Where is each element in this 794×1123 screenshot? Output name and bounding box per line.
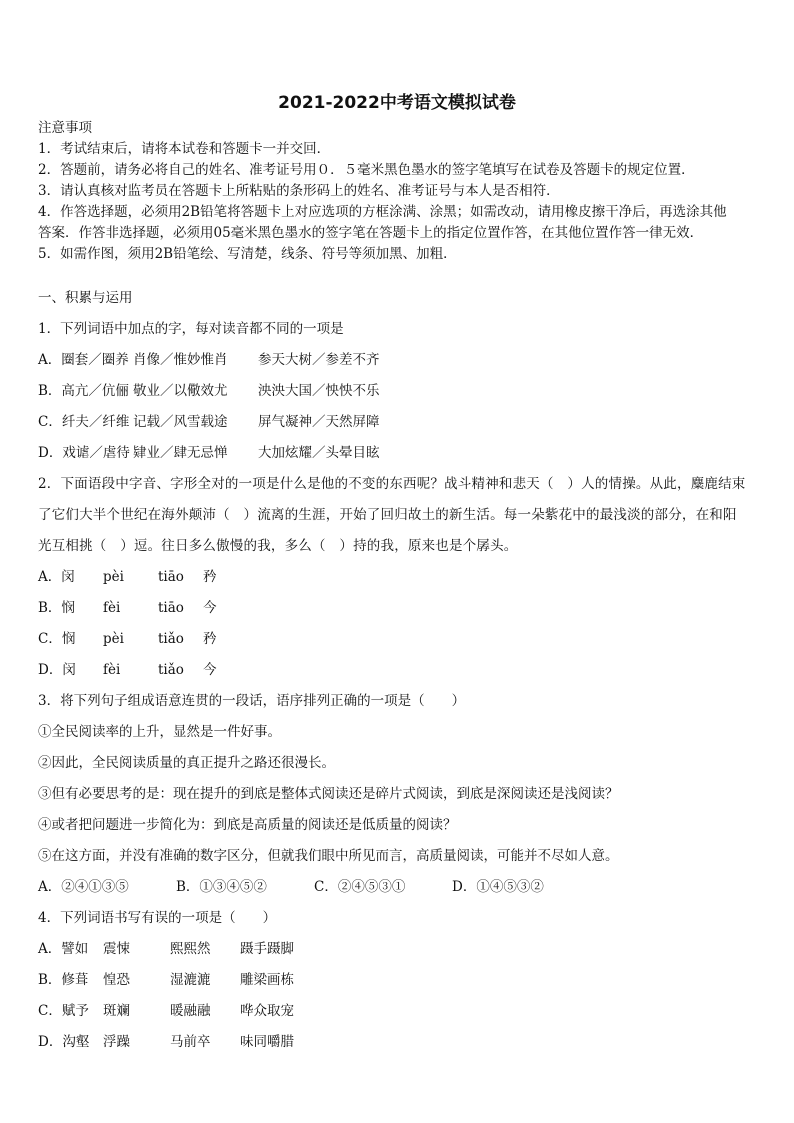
option-part: D．戏谑／虐待 — [38, 445, 130, 461]
option-part: 蹑手蹑脚 — [240, 941, 294, 957]
notice-heading: 注意事项 — [38, 120, 92, 136]
question-4-option-b[interactable] — [38, 965, 758, 996]
question-2-option-d[interactable] — [38, 655, 758, 686]
option-part: 雕梁画栋 — [240, 972, 294, 988]
question-1-option-d[interactable] — [38, 438, 758, 469]
question-3-option-a[interactable]: A．②④①③⑤ — [38, 879, 129, 895]
option-part: tiāo — [158, 600, 184, 616]
option-part: B．悯 — [38, 600, 75, 616]
option-part: 肄业／肆无忌惮 — [133, 445, 228, 461]
option-part: C．赋予 — [38, 1003, 89, 1019]
option-part: 今 — [203, 662, 217, 678]
question-4-option-c[interactable] — [38, 996, 758, 1027]
question-2-option-b[interactable] — [38, 593, 758, 624]
option-part: 味同嚼腊 — [240, 1034, 294, 1050]
option-part: tiǎo — [158, 662, 184, 678]
question-3-sentence: ⑤在这方面，并没有准确的数字区分，但就我们眼中所见而言，高质量阅读，可能并不尽如人意。 — [38, 848, 619, 864]
question-3-stem: 3．将下列句子组成语意连贯的一段话，语序排列正确的一项是（ ） — [38, 693, 466, 709]
option-part: 泱泱大国／怏怏不乐 — [258, 383, 380, 399]
question-3-sentence: ①全民阅读率的上升，显然是一件好事。 — [38, 724, 281, 740]
option-part: B．修葺 — [38, 972, 89, 988]
option-part: 暖融融 — [170, 1003, 211, 1019]
option-part: pèi — [103, 569, 124, 585]
section-heading: 一、积累与运用 — [38, 290, 133, 306]
option-part: A．譬如 — [38, 941, 89, 957]
notice-item: 4．作答选择题，必须用2B铅笔将答题卡上对应选项的方框涂满、涂黑；如需改动，请用橡皮擦干净后，再选涂其他 — [38, 204, 727, 220]
question-1-option-a[interactable] — [38, 345, 758, 376]
option-part: fèi — [103, 600, 121, 616]
question-2-option-a[interactable] — [38, 562, 758, 593]
question-1-option-c[interactable] — [38, 407, 758, 438]
question-1-stem: 1．下列词语中加点的字，每对读音都不同的一项是 — [38, 321, 344, 337]
question-4-option-d[interactable] — [38, 1027, 758, 1058]
option-part: D．沟壑 — [38, 1034, 90, 1050]
notice-item: 答案．作答非选择题，必须用05毫米黑色墨水的签字笔在答题卡上的指定位置作答，在其他位置作答一律无效． — [38, 225, 704, 241]
question-3-sentence: ④或者把问题进一步简化为：到底是高质量的阅读还是低质量的阅读？ — [38, 817, 457, 833]
option-part: pèi — [103, 631, 124, 647]
option-part: A．闵 — [38, 569, 75, 585]
exam-title: 2021-2022中考语文模拟试卷 — [278, 93, 516, 113]
question-3-sentence: ②因此，全民阅读质量的真正提升之路还很漫长。 — [38, 755, 335, 771]
option-part: 敬业／以儆效尤 — [133, 383, 228, 399]
notice-item: 3．请认真核对监考员在答题卡上所粘贴的条形码上的姓名、准考证号与本人是否相符． — [38, 183, 560, 199]
notice-item: 2．答题前，请务必将自己的姓名、准考证号用０．５毫米黑色墨水的签字笔填写在试卷及答题卡的规定位置． — [38, 162, 695, 178]
notice-block — [38, 118, 758, 265]
notice-item: 1．考试结束后，请将本试卷和答题卡一并交回． — [38, 141, 331, 157]
question-3-options — [38, 872, 758, 903]
option-part: tiǎo — [158, 631, 184, 647]
question-2-option-c[interactable] — [38, 624, 758, 655]
option-part: 浮躁 — [103, 1034, 130, 1050]
question-2-stem-line: 光互相挑（ ）逗。往日多么傲慢的我，多么（ ）持的我，原来也是个孱头。 — [38, 538, 518, 554]
option-part: 斑斓 — [103, 1003, 130, 1019]
option-part: 马前卒 — [170, 1034, 211, 1050]
question-2-stem-line: 2．下面语段中字音、字形全对的一项是什么是他的不变的东西呢？战斗精神和悲天（ ）人的情操。从此，麋鹿结束 — [38, 476, 746, 492]
option-part: tiāo — [158, 569, 184, 585]
option-part: 矜 — [203, 631, 217, 647]
option-part: 震悚 — [103, 941, 130, 957]
option-part: 屏气凝神／天然屏障 — [258, 414, 380, 430]
option-part: 今 — [203, 600, 217, 616]
notice-item: 5．如需作图，须用2B铅笔绘、写清楚，线条、符号等须加黑、加粗． — [38, 246, 457, 262]
option-part: 大加炫耀／头晕目眩 — [258, 445, 380, 461]
question-4-stem: 4．下列词语书写有误的一项是（ ） — [38, 910, 277, 926]
option-part: fèi — [103, 662, 121, 678]
question-1-option-b[interactable] — [38, 376, 758, 407]
section-accumulation — [38, 283, 758, 1058]
option-part: 记载／风雪载途 — [133, 414, 228, 430]
option-part: C．纤夫／纤维 — [38, 414, 130, 430]
question-2-stem-line: 了它们大半个世纪在海外颠沛（ ）流离的生涯，开始了回归故土的新生活。每一朵紫花中的最浅淡的部分，在和阳 — [38, 507, 737, 523]
option-part: 哗众取宠 — [240, 1003, 294, 1019]
option-part: 矜 — [203, 569, 217, 585]
question-3-option-c[interactable]: C．②④⑤③① — [314, 879, 406, 895]
option-part: 惶恐 — [103, 972, 130, 988]
option-part: C．悯 — [38, 631, 76, 647]
option-part: D．闵 — [38, 662, 76, 678]
question-3-option-b[interactable]: B．①③④⑤② — [176, 879, 267, 895]
option-part: A．圈套／圈养 — [38, 352, 129, 368]
question-3-sentence: ③但有必要思考的是：现在提升的到底是整体式阅读还是碎片式阅读，到底是深阅读还是浅阅读？ — [38, 786, 619, 802]
question-3-option-d[interactable]: D．①④⑤③② — [452, 879, 544, 895]
option-part: 参天大树／参差不齐 — [258, 352, 380, 368]
question-4-option-a[interactable] — [38, 934, 758, 965]
option-part: 肖像／惟妙惟肖 — [133, 352, 228, 368]
option-part: 熙熙然 — [170, 941, 211, 957]
option-part: B．高亢／伉俪 — [38, 383, 129, 399]
option-part: 湿漉漉 — [170, 972, 211, 988]
